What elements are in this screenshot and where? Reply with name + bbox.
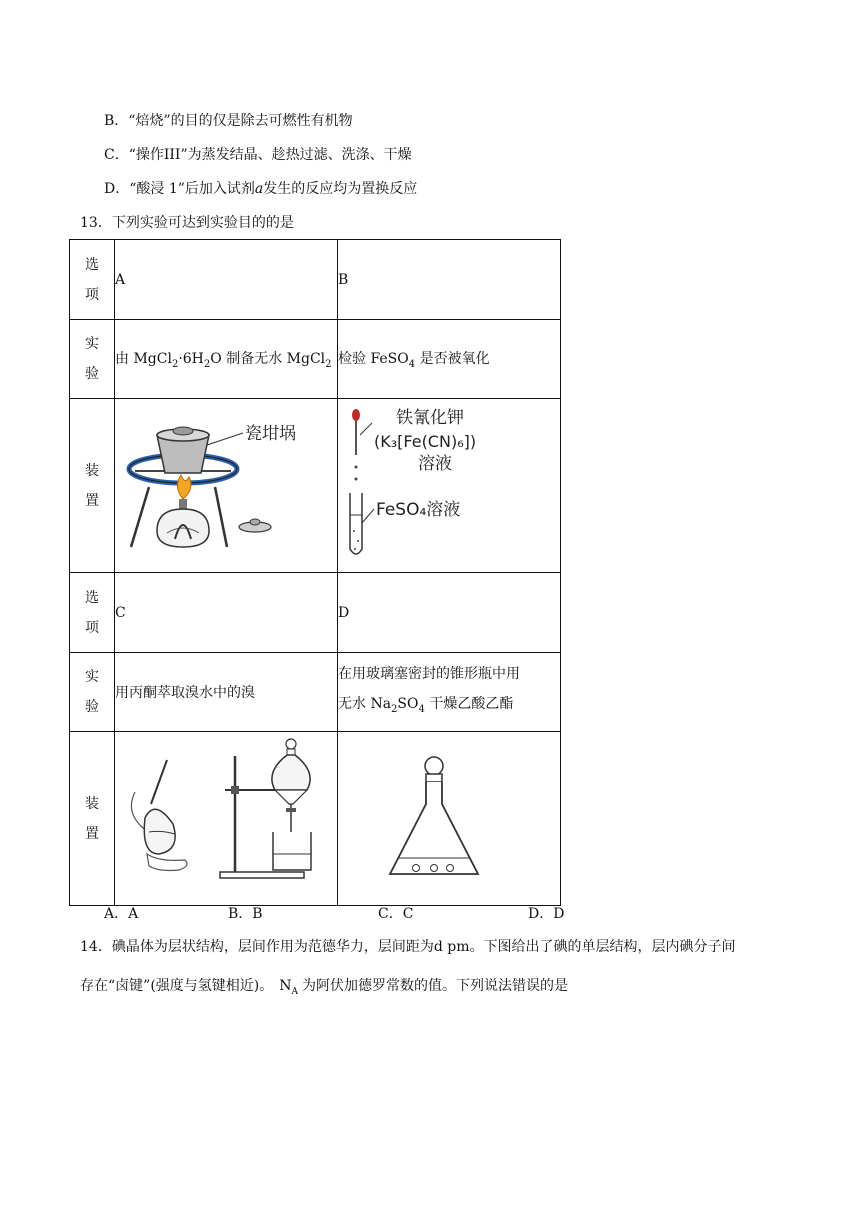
cell-c-apparatus	[115, 732, 338, 906]
row-label-option: 选 项	[70, 240, 115, 320]
cell-a-apparatus	[115, 399, 338, 573]
question-13-stem: 13．下列实验可达到实验目的的是	[80, 215, 294, 231]
crucible-label: 瓷坩埚	[245, 424, 296, 444]
row-label-experiment: 实 验	[70, 320, 115, 399]
option-c: C．“操作III”为蒸发结晶、趁热过滤、洗涤、干燥	[104, 147, 412, 163]
solution-label: FeSO₄溶液	[376, 500, 461, 520]
conical-flask-illustration	[338, 732, 560, 901]
reagent-label-1: 铁氰化钾	[396, 408, 464, 428]
cell-a-letter: A	[115, 240, 338, 320]
row-label-option-2: 选 项	[70, 573, 115, 653]
row-label-apparatus-2: 装 置	[70, 732, 115, 906]
reagent-label-2: (K₃[Fe(CN)₆])	[374, 432, 477, 451]
option-d: D．“酸浸 1”后加入试剂a发生的反应均为置换反应	[104, 181, 418, 197]
crucible-heating-illustration	[115, 399, 337, 568]
choice-c[interactable]: C．C	[378, 906, 414, 922]
row-label-apparatus: 装 置	[70, 399, 115, 573]
cell-d-letter: D	[338, 573, 561, 653]
cell-d-apparatus	[338, 732, 561, 906]
option-b: B．“焙烧”的目的仅是除去可燃性有机物	[104, 113, 353, 129]
answer-choices	[104, 903, 604, 925]
cell-a-experiment: 由 $MgCl_2\cdot 6H_2O$ 制备无水 MgCl$_2$	[115, 320, 338, 399]
question-14-line2: 存在“卤键”(强度与氢键相近)。 $N_A$ 为阿伏加德罗常数的值。下列说法错误的是	[80, 978, 568, 997]
question-14-line1: 14．碘晶体为层状结构，层间作用为范德华力，层间距为d pm。下图给出了碘的单层结构，层内碘分子间	[80, 939, 736, 955]
cell-c-experiment: 用丙酮萃取溴水中的溴	[115, 653, 338, 732]
extraction-illustration	[115, 732, 337, 901]
reagent-label-3: 溶液	[418, 454, 452, 474]
choice-b[interactable]: B．B	[228, 906, 263, 922]
cell-c-letter: C	[115, 573, 338, 653]
cell-b-experiment: 检验 FeSO$_4$ 是否被氧化	[338, 320, 561, 399]
cell-b-letter: B	[338, 240, 561, 320]
cell-d-experiment: 在用玻璃塞密封的锥形瓶中用 无水 $Na_2SO_4$ 干燥乙酸乙酯	[338, 653, 561, 732]
ferricyanide-test-illustration	[338, 399, 560, 568]
row-label-experiment-2: 实 验	[70, 653, 115, 732]
choice-d[interactable]: D．D	[528, 906, 565, 922]
choice-a[interactable]: A．A	[104, 906, 139, 922]
experiment-table	[69, 239, 561, 906]
cell-b-apparatus	[338, 399, 561, 573]
